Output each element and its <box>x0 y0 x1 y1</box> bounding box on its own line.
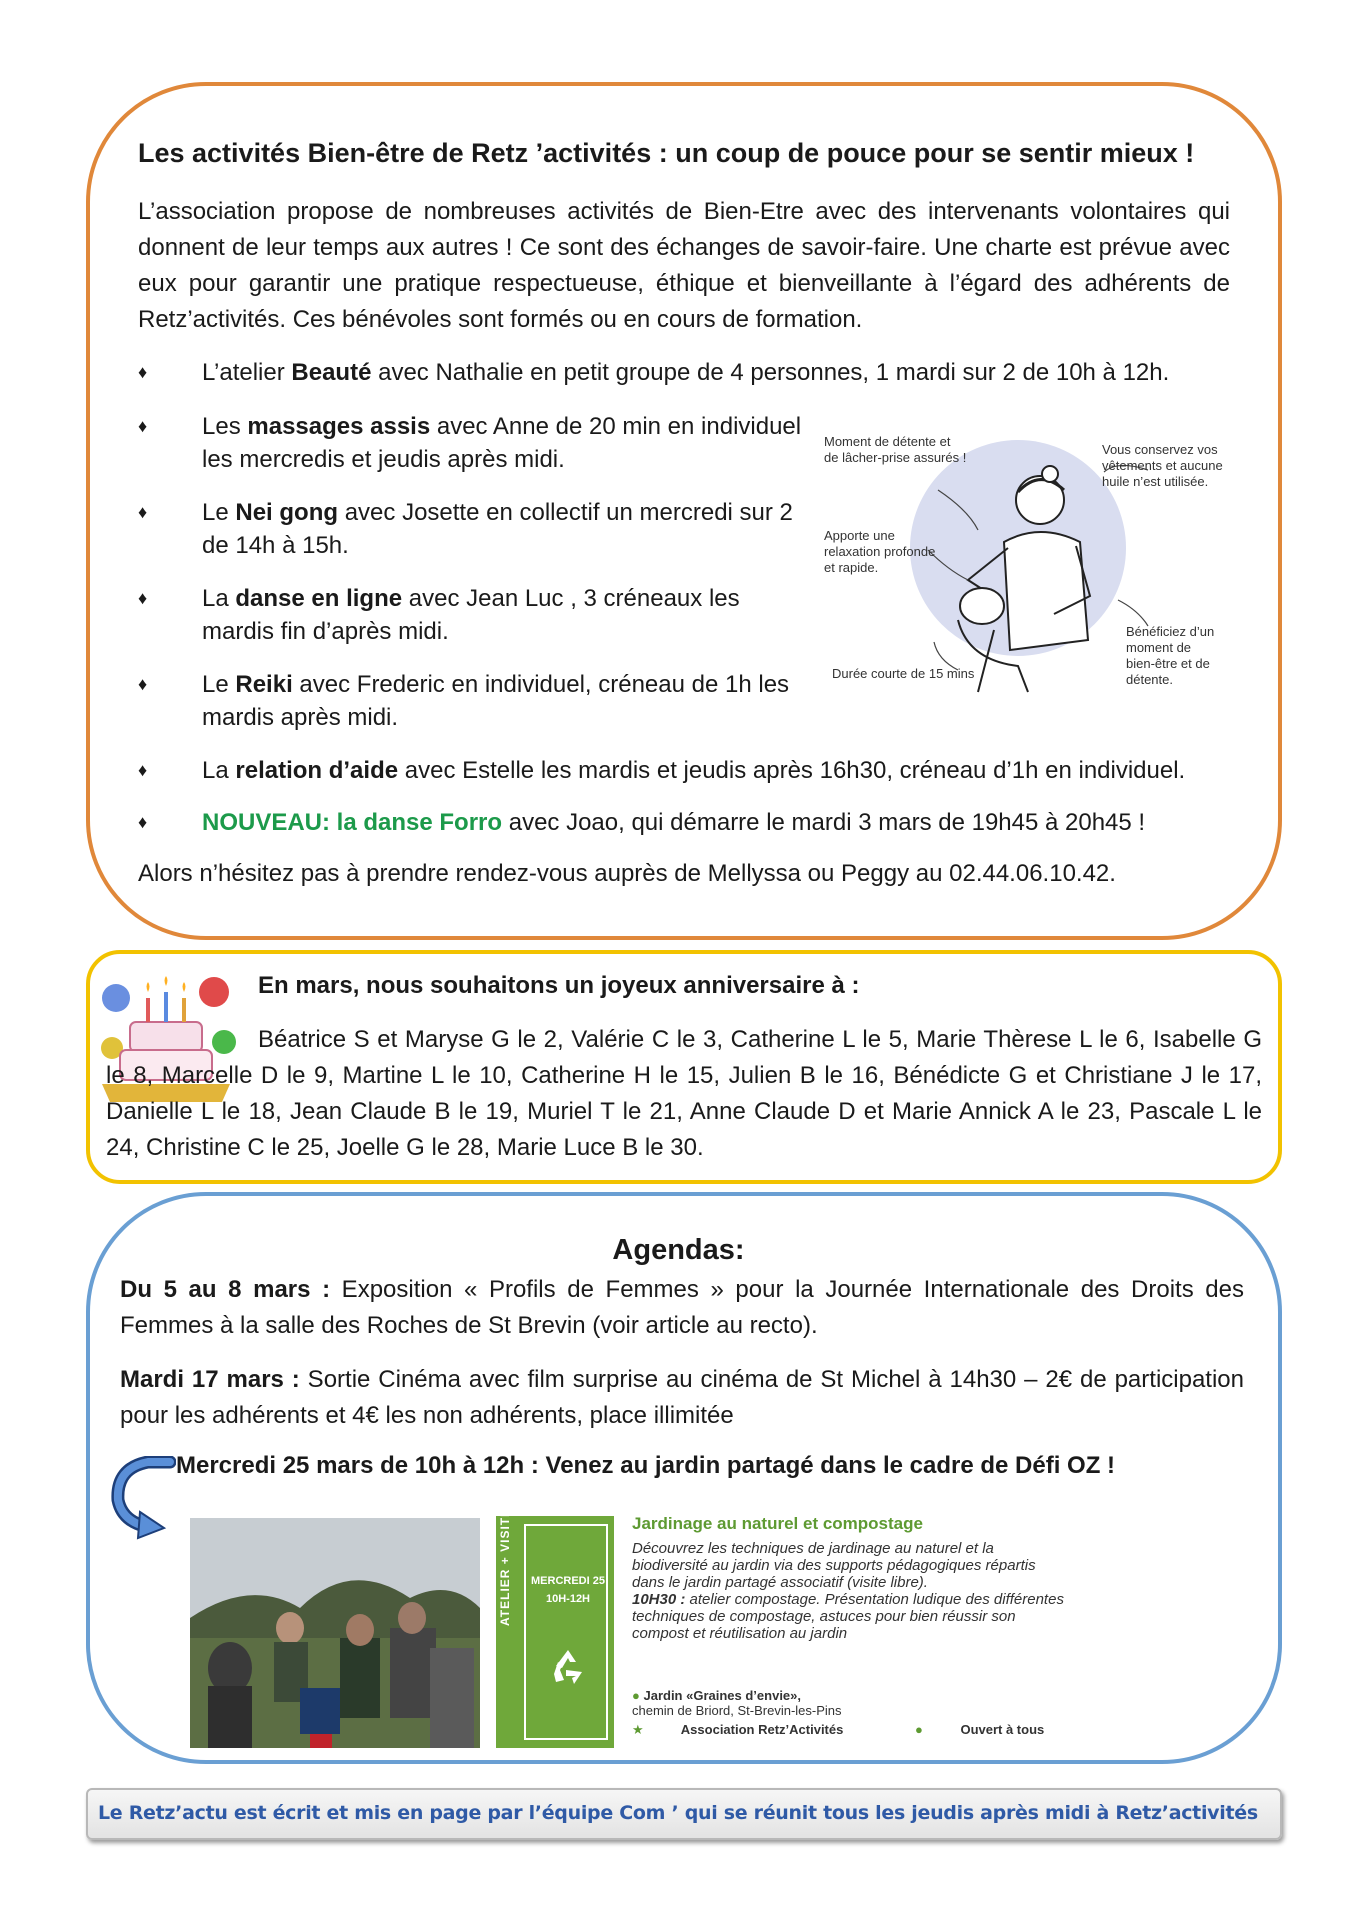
recycle-icon <box>548 1646 588 1686</box>
location-pin-icon: ● <box>632 1688 640 1703</box>
caption: Vous conservez vos <box>1102 442 1218 457</box>
bienetre-title: Les activités Bien-être de Retz ’activités : un coup de pouce pour se sentir mieux ! <box>138 138 1195 168</box>
footer-bar <box>86 1788 1282 1840</box>
bullet-icon: ♦ <box>138 362 148 382</box>
caption: Bénéficiez d’un <box>1126 624 1215 639</box>
flyer-vertical-label: ATELIER + VISITE <box>498 1507 512 1626</box>
anniversaires-text <box>106 1022 1262 1166</box>
caption: Durée courte de 15 mins <box>832 666 975 681</box>
event-text: Sortie Cinéma avec film surprise au cinéma de St Michel à 14h30 – 2€ de participation pour les adhérents et 4€ les non adhérents, place illimitée <box>120 1366 1244 1429</box>
caption: et rapide. <box>824 560 879 575</box>
curved-arrow-icon <box>110 1456 176 1540</box>
flyer-title: Jardinage au naturel et compostage <box>632 1514 923 1533</box>
list-item: ♦ NOUVEAU: la danse Forro avec Joao, qui démarre le mardi 3 mars de 19h45 à 20h45 ! <box>138 806 1248 839</box>
agenda-event <box>120 1272 1244 1344</box>
anniversaires-names: Béatrice S et Maryse G le 2, Valérie C le 3, Catherine L le 5, Marie Thèrese L le 6, Isabelle G le 8, Marcelle D le 9, Martine L le 10, Catherine H le 15, Julien B le 16, Bénédicte G et Christiane J le 17, Danielle L le 18, Jean Claude B le 19, Muriel T le 21, Anne Claude D et Marie Annick A le 23, Pascale L le 24, Christine C le 25, Joelle G le 28, Marie Luce B le 30. <box>106 1026 1262 1161</box>
bullet-icon: ♦ <box>138 588 148 608</box>
flyer-location: ● Jardin «Graines d’envie», chemin de Briord, St-Brevin-les-Pins <box>632 1688 842 1718</box>
caption: bien-être et de <box>1126 656 1210 671</box>
bullet-icon: ♦ <box>138 674 148 694</box>
flyer-date: MERCREDI 25 10H-12H <box>531 1575 605 1605</box>
bienetre-intro: L’association propose de nombreuses activités de Bien-Etre avec des intervenants volontaires qui donnent de leur temps aux autres ! Ce sont des échanges de savoir-faire. Une charte est prévue avec eux pour garantir une pratique respectueuse, éthique et bienveillante à l’égard des adhérents de Retz’activités. Ces bénévoles sont formés ou en cours de formation. <box>138 198 1230 333</box>
flyer-footer: ★ Association Retz’Activités ● Ouvert à tous <box>632 1722 1045 1737</box>
bullet-icon: ♦ <box>138 502 148 522</box>
anniversaires-title: En mars, nous souhaitons un joyeux anniversaire à : <box>258 972 860 999</box>
list-item: ♦ Les massages assis avec Anne de 20 min en individuel les mercredis et jeudis après midi. <box>138 410 810 476</box>
caption: relaxation profonde <box>824 544 936 559</box>
flyer-green-panel <box>496 1507 614 1748</box>
caption: vêtements et aucune <box>1102 458 1223 473</box>
event-text: Exposition « Profils de Femmes » pour la Journée Internationale des Droits des Femmes à la salle des Roches de St Brevin (voir article au recto). <box>120 1276 1244 1339</box>
event-date: Du 5 au 8 mars : <box>120 1276 331 1303</box>
list-item: ♦ La relation d’aide avec Estelle les mardis et jeudis après 16h30, créneau d’1h en individuel. <box>138 754 1248 787</box>
star-icon: ★ <box>632 1722 644 1737</box>
caption: huile n’est utilisée. <box>1102 474 1209 489</box>
list-item: ♦ Le Nei gong avec Josette en collectif un mercredi sur 2 de 14h à 15h. <box>138 496 810 562</box>
flyer-description: Découvrez les techniques de jardinage au naturel et la biodiversité au jardin via des supports pédagogiques répartis dans le jardin partagé associatif (visite libre). 10H30 : atelier compostage. Présentation ludique des différentes techniques de compostage, astuces pour bien réussir son compost et réutilisation au jardin <box>632 1540 1064 1642</box>
bullet-icon: ♦ <box>138 416 148 436</box>
footer-text: Le Retz’actu est écrit et mis en page par l’équipe Com ’ qui se réunit tous les jeudis après midi à Retz’activités <box>98 1802 1258 1824</box>
list-item: ♦ La danse en ligne avec Jean Luc , 3 créneaux les mardis fin d’après midi. <box>138 582 810 648</box>
caption: Apporte une <box>824 528 895 543</box>
bullet-icon: ♦ <box>138 760 148 780</box>
nouveau-label: NOUVEAU: la danse Forro <box>202 809 503 836</box>
bullet-icon: ♦ <box>138 812 148 832</box>
flyer-date-box <box>524 1524 608 1740</box>
list-item: ♦ L’atelier Beauté avec Nathalie en petit groupe de 4 personnes, 1 mardi sur 2 de 10h à 12h. <box>138 356 1248 389</box>
person-icon: ● <box>914 1722 923 1737</box>
massage-illustration <box>818 430 1258 700</box>
caption: de lâcher-prise assurés ! <box>824 450 967 465</box>
event-date: Mardi 17 mars : <box>120 1366 300 1393</box>
garden-photo <box>190 1518 480 1748</box>
bienetre-closing: Alors n’hésitez pas à prendre rendez-vous auprès de Mellyssa ou Peggy au 02.44.06.10.42. <box>138 860 1116 887</box>
caption: Moment de détente et <box>824 434 951 449</box>
agendas-title: Agendas: <box>612 1234 745 1266</box>
agenda-highlight: Mercredi 25 mars de 10h à 12h : Venez au jardin partagé dans le cadre de Défi OZ ! <box>176 1452 1116 1479</box>
caption: moment de <box>1126 640 1192 655</box>
agenda-event <box>120 1362 1244 1434</box>
list-item: ♦ Le Reiki avec Frederic en individuel, créneau de 1h les mardis après midi. <box>138 668 810 734</box>
caption: détente. <box>1126 672 1173 687</box>
